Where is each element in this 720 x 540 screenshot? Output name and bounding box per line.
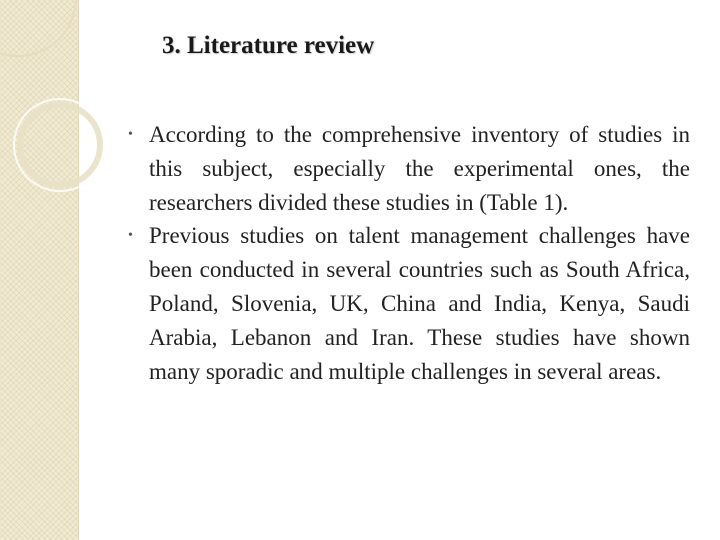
bullet-item [128,219,690,388]
slide-title: 3. Literature review [162,32,375,59]
bullet-list [128,118,690,388]
bullet-text: Previous studies on talent management challenges have been conducted in several countries such as South Africa, Poland, Slovenia, UK, China and India, Kenya, Saudi Arabia, Lebanon and Iran. These studies have shown many sporadic and multiple challenges in several areas. [149,223,690,384]
bullet-marker: • [128,127,133,142]
bullet-text: According to the comprehensive inventory of studies in this subject, especially the experimental ones, the researchers divided these studies in (Table 1). [149,122,690,215]
decorative-rings [0,0,110,220]
bullet-marker: • [128,228,133,244]
bullet-item [128,118,690,219]
